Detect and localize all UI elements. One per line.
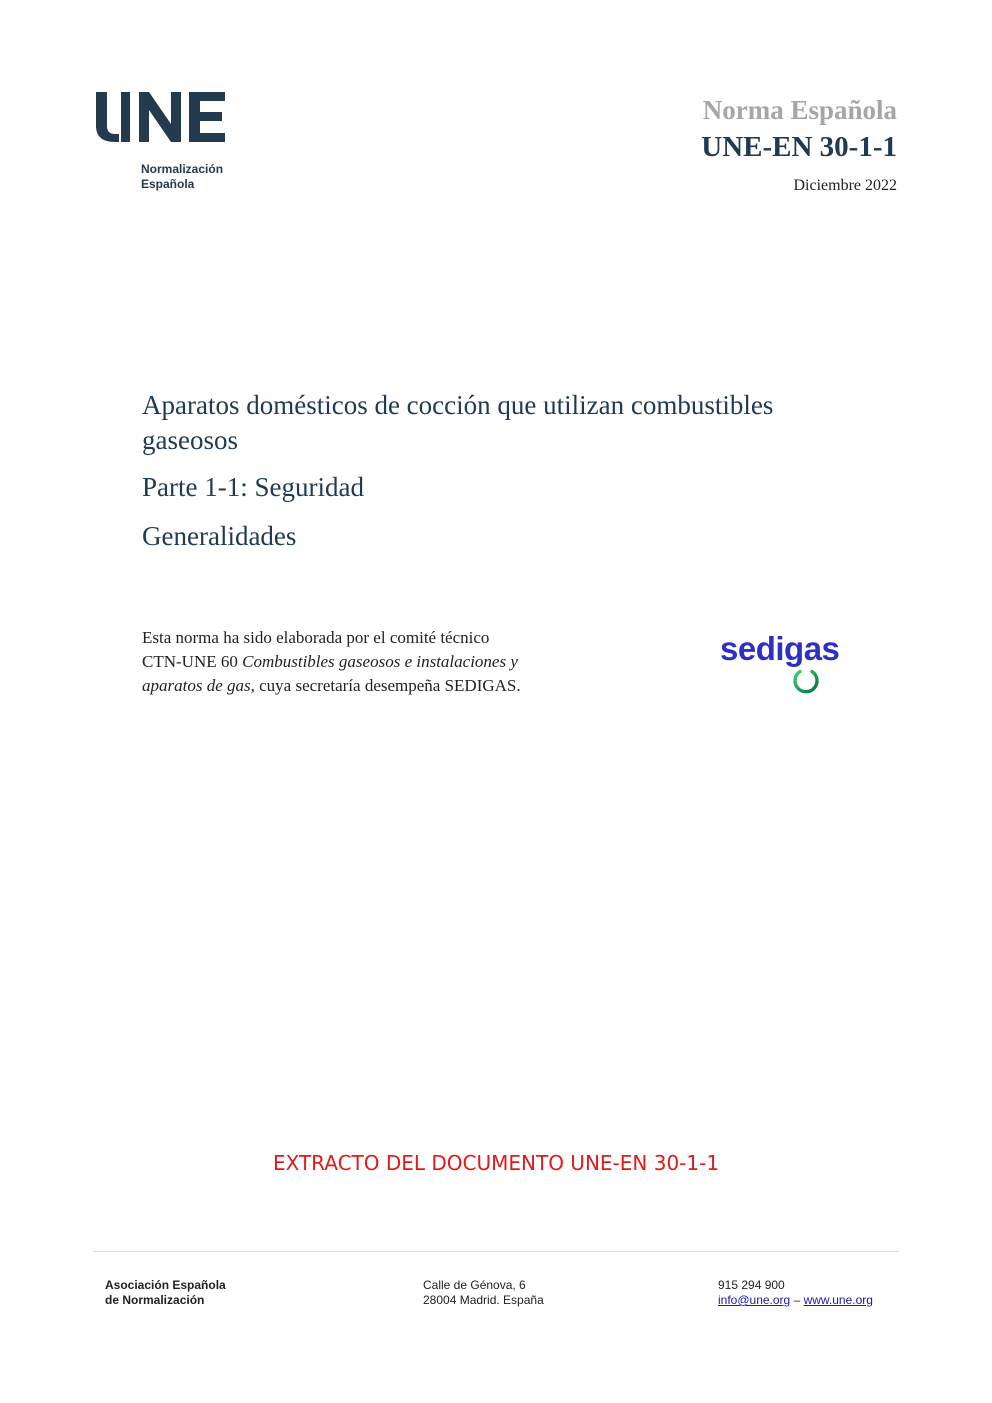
footer-address-line2: 28004 Madrid. España: [423, 1293, 544, 1307]
committee-name-part1: Combustibles gaseosos e instalaciones y: [242, 652, 518, 671]
committee-text-line3: [142, 674, 521, 698]
norma-label: Norma Española: [702, 95, 897, 125]
footer-email-link[interactable]: info@une.org: [718, 1293, 791, 1307]
extract-notice: EXTRACTO DEL DOCUMENTO UNE-EN 30-1-1: [272, 1151, 720, 1175]
committee-name-part2: aparatos de gas: [142, 676, 251, 695]
footer-link-separator: –: [790, 1293, 804, 1307]
logo-subtitle-line1: Normalización: [141, 162, 224, 176]
footer-address: [423, 1278, 544, 1308]
sedigas-ring-icon: [792, 666, 820, 694]
footer-divider: [93, 1251, 899, 1252]
logo-subtitle-line2: Española: [141, 177, 195, 191]
committee-text-line2: [142, 650, 518, 674]
footer-org-line1: Asociación Española: [105, 1278, 226, 1292]
footer-links: [718, 1293, 873, 1308]
footer-website-link[interactable]: www.une.org: [803, 1293, 873, 1307]
footer-organization: [105, 1278, 226, 1308]
footer-phone: 915 294 900: [718, 1278, 785, 1292]
committee-code: CTN-UNE 60: [142, 652, 243, 671]
document-title-line2: gaseosos: [142, 425, 238, 455]
footer-org-line2: de Normalización: [105, 1293, 205, 1307]
footer-contact: [718, 1278, 873, 1308]
sedigas-logo-text: sedigas: [720, 630, 840, 667]
norma-date: Diciembre 2022: [793, 177, 897, 194]
norma-code: UNE-EN 30-1-1: [701, 131, 897, 163]
document-part-title: Parte 1-1: Seguridad: [142, 472, 364, 502]
document-title-line1: Aparatos domésticos de cocción que utilizan combustibles: [142, 390, 774, 420]
footer-address-line1: Calle de Génova, 6: [423, 1278, 526, 1292]
document-subtitle: Generalidades: [142, 521, 297, 551]
committee-text-line1: Esta norma ha sido elaborada por el comité técnico: [142, 628, 490, 647]
committee-secretariat: , cuya secretaría desempeña SEDIGAS.: [250, 676, 521, 695]
une-logo: [93, 90, 233, 150]
